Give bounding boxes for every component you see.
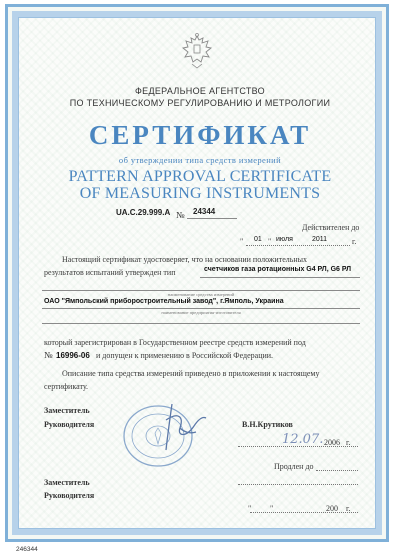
- intro-text-line-2: результатов испытаний утвержден тип: [44, 268, 176, 277]
- valid-until-label: Действителен до: [302, 223, 360, 232]
- intro-text-line-1: Настоящий сертификат удостоверяет, что на основании положительных: [62, 255, 308, 264]
- footer-serial-number: 246344: [16, 546, 38, 553]
- valid-date-underline: [246, 245, 350, 246]
- instrument-caption: наименование средства измерений: [167, 292, 235, 297]
- agency-name-line-2: ПО ТЕХНИЧЕСКОМУ РЕГУЛИРОВАНИЮ И МЕТРОЛОГИИ: [69, 98, 331, 108]
- registered-text: который зарегистрирован в Государственном реестре средств измерений под: [44, 338, 306, 347]
- manufacturer-name: ОАО "Ямпольский приборостроительный завод", г.Ямполь, Украина: [44, 298, 284, 305]
- certificate-title-en-line-1: PATTERN APPROVAL CERTIFICATE: [68, 168, 332, 185]
- signed-year-suffix: г.: [346, 438, 351, 447]
- valid-month: июля: [276, 236, 293, 243]
- instrument-type-underline: [200, 277, 360, 278]
- extension-year-suffix: г.: [346, 504, 351, 513]
- valid-year: 2011: [312, 236, 328, 243]
- coat-of-arms-icon: [179, 32, 215, 70]
- head-label-2: Руководителя: [44, 491, 95, 500]
- signer-name: В.Н.Крутиков: [242, 420, 293, 429]
- head-label-1: Руководителя: [44, 420, 95, 429]
- extension-date-underline: [250, 512, 358, 513]
- extension-year: 200: [326, 504, 338, 513]
- extension-signature-line: [238, 484, 358, 485]
- extension-quote-close: ": [270, 504, 274, 513]
- certificate-subtitle-ru: об утверждении типа средств измерений: [118, 155, 282, 165]
- certificate-title-en-line-2: OF MEASURING INSTRUMENTS: [79, 185, 321, 202]
- number-underline: [187, 218, 237, 219]
- continuation-line: [42, 290, 360, 291]
- manufacturer-underline: [42, 308, 360, 309]
- description-text-line-2: сертификату.: [44, 382, 89, 391]
- extension-quote-open: ": [248, 504, 252, 513]
- blank-line: [42, 323, 360, 324]
- deputy-label-1: Заместитель: [44, 406, 90, 415]
- signed-year: 2006: [324, 438, 340, 447]
- certificate-number: 24344: [193, 207, 216, 216]
- valid-quote-open: ": [240, 237, 244, 246]
- signed-date-underline: [238, 446, 358, 447]
- registry-number-sign: №: [44, 350, 53, 360]
- handwritten-signature: [150, 398, 220, 458]
- registry-number: 16996-06: [56, 351, 90, 360]
- valid-quote-close: ": [268, 237, 272, 246]
- admitted-text: и допущен к применению в Российской Федерации.: [96, 351, 274, 360]
- instrument-type: счетчиков газа ротационных G4 РЛ, G6 РЛ: [204, 266, 352, 273]
- extended-until-underline: [316, 470, 358, 471]
- extended-until-label: Продлен до: [274, 462, 314, 471]
- valid-year-suffix: г.: [352, 237, 357, 246]
- signed-date: 12.07.: [282, 432, 324, 447]
- certificate-title-ru: СЕРТИФИКАТ: [88, 120, 312, 150]
- registration-code: UA.C.29.999.A: [116, 208, 171, 217]
- manufacturer-caption: наименование предприятия-изготовителя: [161, 310, 241, 315]
- number-sign: №: [176, 210, 185, 220]
- valid-day: 01: [254, 236, 262, 243]
- agency-name-line-1: ФЕДЕРАЛЬНОЕ АГЕНТСТВО: [135, 86, 265, 96]
- description-text-line-1: Описание типа средства измерений приведено в приложении к настоящему: [62, 369, 320, 378]
- deputy-label-2: Заместитель: [44, 478, 90, 487]
